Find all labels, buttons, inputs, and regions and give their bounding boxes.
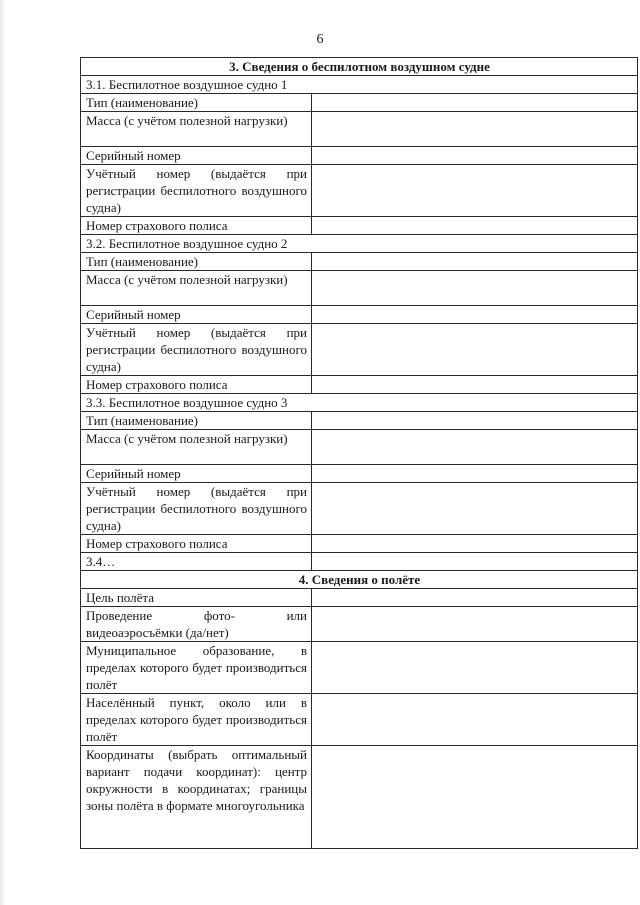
field-input-registration[interactable] bbox=[312, 165, 638, 217]
field-label-insurance: Номер страхового полиса bbox=[81, 535, 312, 553]
field-input-serial[interactable] bbox=[312, 306, 638, 324]
field-input-insurance[interactable] bbox=[312, 535, 638, 553]
field-label-insurance: Номер страхового полиса bbox=[81, 376, 312, 394]
field-input-type[interactable] bbox=[312, 412, 638, 430]
field-label-flight-purpose: Цель полёта bbox=[81, 589, 312, 607]
field-label-type: Тип (наименование) bbox=[81, 94, 312, 112]
field-input-mass[interactable] bbox=[312, 430, 638, 465]
field-label-aerial-photography: Проведение фото- или видеоаэросъёмки (да/нет) bbox=[81, 607, 312, 642]
page-number: 6 bbox=[316, 32, 324, 47]
field-label-type: Тип (наименование) bbox=[81, 412, 312, 430]
aircraft-group-title: 3.3. Беспилотное воздушное судно 3 bbox=[81, 394, 638, 412]
section-title-aircraft: 3. Сведения о беспилотном воздушном судне bbox=[81, 58, 638, 76]
section-title-flight: 4. Сведения о полёте bbox=[81, 571, 638, 589]
field-input-serial[interactable] bbox=[312, 465, 638, 483]
field-label-settlement: Населённый пункт, около или в пределах которого будет производиться полёт bbox=[81, 694, 312, 746]
field-input-mass[interactable] bbox=[312, 112, 638, 147]
field-label-municipality: Муниципальное образование, в пределах которого будет производиться полёт bbox=[81, 642, 312, 694]
more-aircraft-label: 3.4… bbox=[81, 553, 312, 571]
field-input-insurance[interactable] bbox=[312, 376, 638, 394]
field-label-registration: Учётный номер (выдаётся при регистрации беспилотного воздушного судна) bbox=[81, 483, 312, 535]
field-label-coordinates: Координаты (выбрать оптимальный вариант подачи координат): центр окружности в координатах; границы зоны полёта в формате многоугольника bbox=[81, 746, 312, 849]
aircraft-group-title: 3.2. Беспилотное воздушное судно 2 bbox=[81, 235, 638, 253]
field-input-aerial-photography[interactable] bbox=[312, 607, 638, 642]
field-input-municipality[interactable] bbox=[312, 642, 638, 694]
field-label-serial: Серийный номер bbox=[81, 465, 312, 483]
field-input-coordinates[interactable] bbox=[312, 746, 638, 849]
application-form-table bbox=[80, 57, 638, 849]
field-label-registration: Учётный номер (выдаётся при регистрации беспилотного воздушного судна) bbox=[81, 324, 312, 376]
more-aircraft-input[interactable] bbox=[312, 553, 638, 571]
aircraft-group-title: 3.1. Беспилотное воздушное судно 1 bbox=[81, 76, 638, 94]
field-input-type[interactable] bbox=[312, 253, 638, 271]
field-input-flight-purpose[interactable] bbox=[312, 589, 638, 607]
field-label-insurance: Номер страхового полиса bbox=[81, 217, 312, 235]
field-input-serial[interactable] bbox=[312, 147, 638, 165]
field-label-serial: Серийный номер bbox=[81, 306, 312, 324]
field-label-serial: Серийный номер bbox=[81, 147, 312, 165]
scan-edge bbox=[0, 0, 6, 905]
field-label-mass: Масса (с учётом полезной нагрузки) bbox=[81, 271, 312, 306]
field-input-registration[interactable] bbox=[312, 483, 638, 535]
field-input-mass[interactable] bbox=[312, 271, 638, 306]
field-label-registration: Учётный номер (выдаётся при регистрации беспилотного воздушного судна) bbox=[81, 165, 312, 217]
field-label-mass: Масса (с учётом полезной нагрузки) bbox=[81, 430, 312, 465]
field-input-type[interactable] bbox=[312, 94, 638, 112]
field-label-type: Тип (наименование) bbox=[81, 253, 312, 271]
field-label-mass: Масса (с учётом полезной нагрузки) bbox=[81, 112, 312, 147]
field-input-registration[interactable] bbox=[312, 324, 638, 376]
field-input-settlement[interactable] bbox=[312, 694, 638, 746]
field-input-insurance[interactable] bbox=[312, 217, 638, 235]
